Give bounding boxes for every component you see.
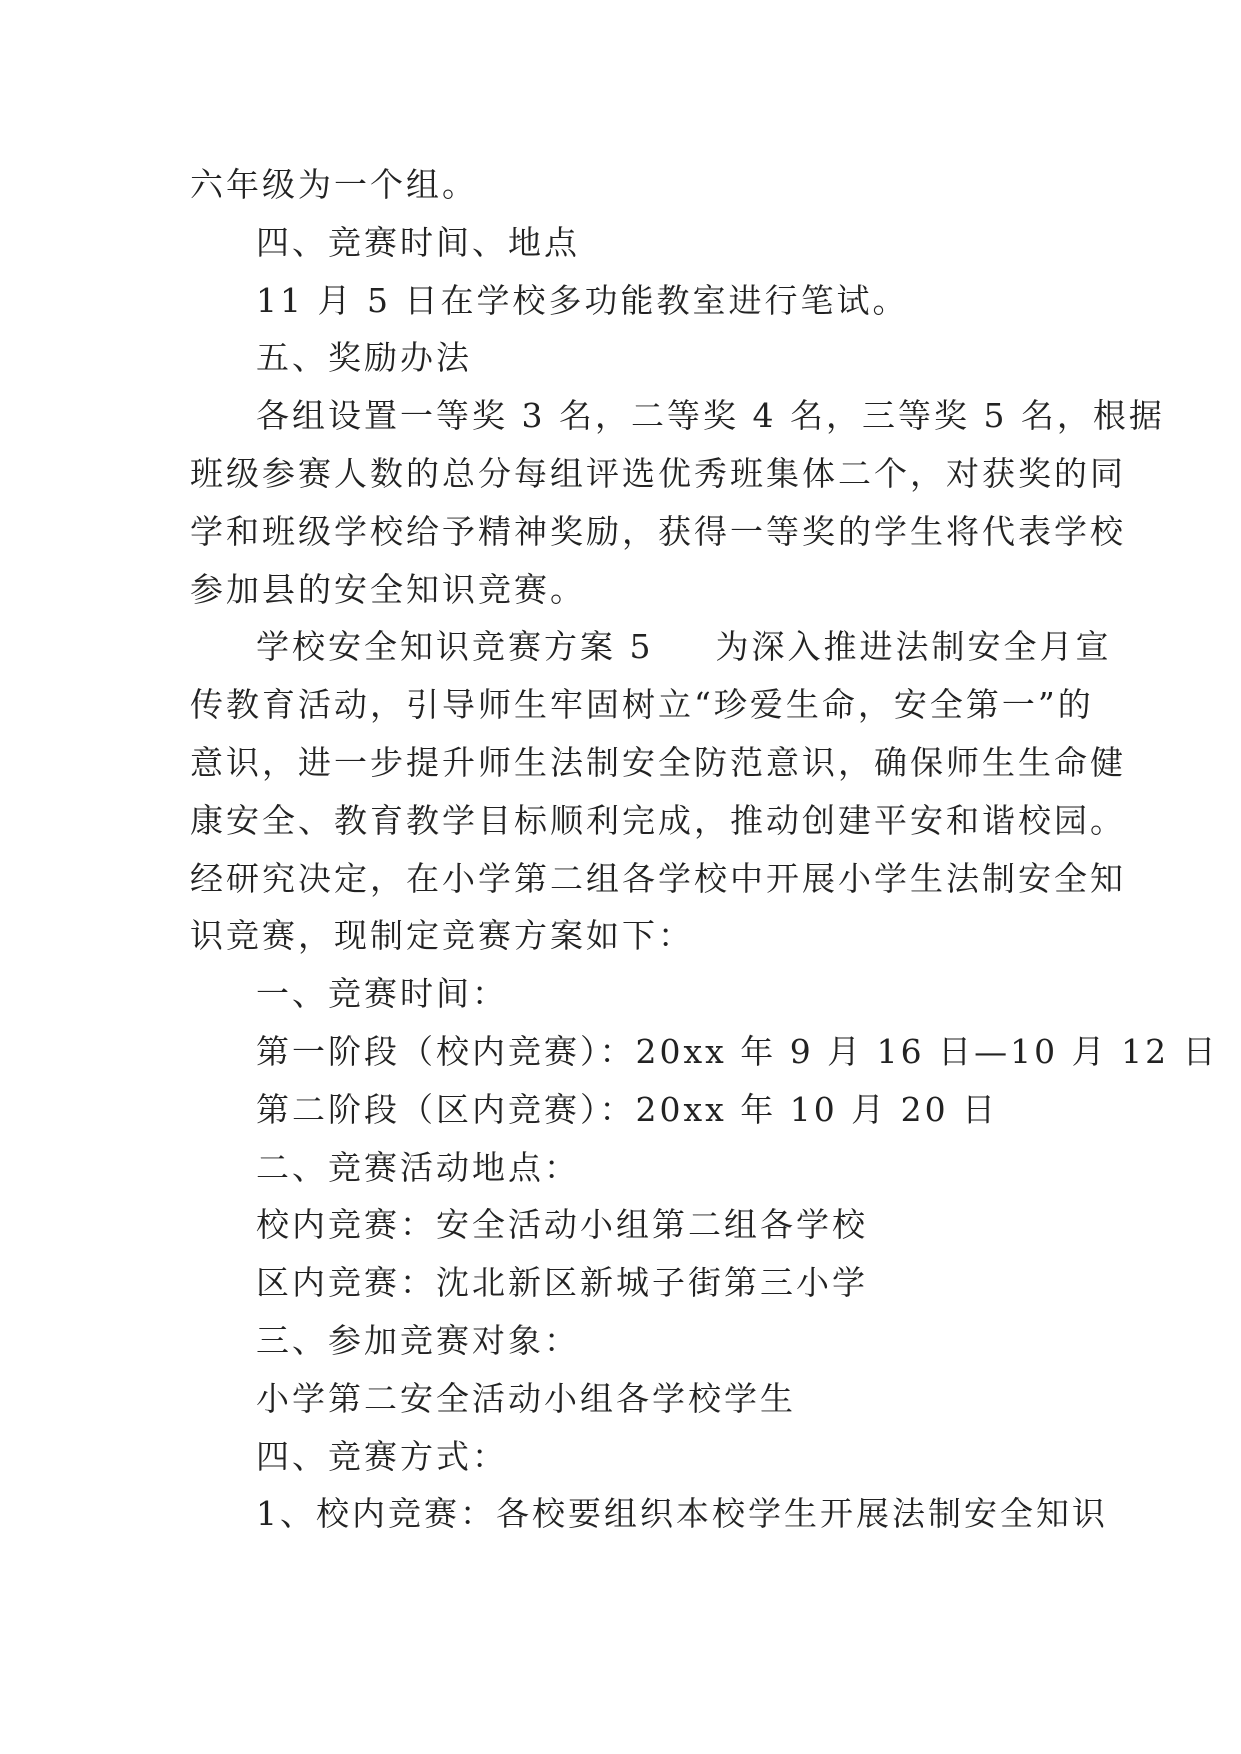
body-text-line: 意识，进一步提升师生法制安全防范意识，确保师生生命健 xyxy=(190,742,1126,782)
plan-title-line xyxy=(190,618,1112,676)
section-heading: 四、竞赛时间、地点 xyxy=(256,222,580,262)
body-text-line: 班级参赛人数的总分每组评选优秀班集体二个，对获奖的同 xyxy=(190,453,1126,493)
section-heading: 三、参加竞赛对象： xyxy=(256,1320,580,1360)
body-text-line: 参加县的安全知识竞赛。 xyxy=(190,569,586,609)
body-text-line: 区内竞赛：沈北新区新城子街第三小学 xyxy=(256,1263,868,1303)
plan-title: 学校安全知识竞赛方案 5 xyxy=(256,627,654,667)
body-text-line: 学和班级学校给予精神奖励，获得一等奖的学生将代表学校 xyxy=(190,511,1126,551)
body-text-line: 第二阶段（区内竞赛）：20xx 年 10 月 20 日 xyxy=(256,1089,999,1129)
body-text-line: 六年级为一个组。 xyxy=(190,165,478,204)
body-text-line: 识竞赛，现制定竞赛方案如下： xyxy=(190,916,694,956)
body-text-fragment: 为深入推进法制安全月宣 xyxy=(715,627,1112,667)
body-text-line: 经研究决定，在小学第二组各学校中开展小学生法制安全知 xyxy=(190,858,1126,898)
section-heading: 五、奖励办法 xyxy=(256,338,472,378)
body-text-line: 康安全、教育教学目标顺利完成，推动创建平安和谐校园。 xyxy=(190,800,1126,840)
body-text-line: 11 月 5 日在学校多功能教室进行笔试。 xyxy=(256,280,909,320)
section-heading: 一、竞赛时间： xyxy=(256,974,508,1014)
body-text-line: 小学第二安全活动小组各学校学生 xyxy=(256,1378,796,1418)
body-text-line: 校内竞赛：安全活动小组第二组各学校 xyxy=(256,1205,868,1245)
body-text-line: 各组设置一等奖 3 名，二等奖 4 名，三等奖 5 名，根据 xyxy=(256,396,1165,436)
section-heading: 二、竞赛活动地点： xyxy=(256,1147,580,1187)
body-text-line: 传教育活动，引导师生牢固树立“珍爱生命，安全第一”的 xyxy=(190,685,1094,725)
document-body xyxy=(190,156,1219,1543)
body-text-line: 第一阶段（校内竞赛）：20xx 年 9 月 16 日—10 月 12 日 xyxy=(256,1031,1219,1071)
body-text-line: 1、校内竞赛：各校要组织本校学生开展法制安全知识 xyxy=(256,1494,1108,1534)
section-heading: 四、竞赛方式： xyxy=(256,1436,508,1476)
